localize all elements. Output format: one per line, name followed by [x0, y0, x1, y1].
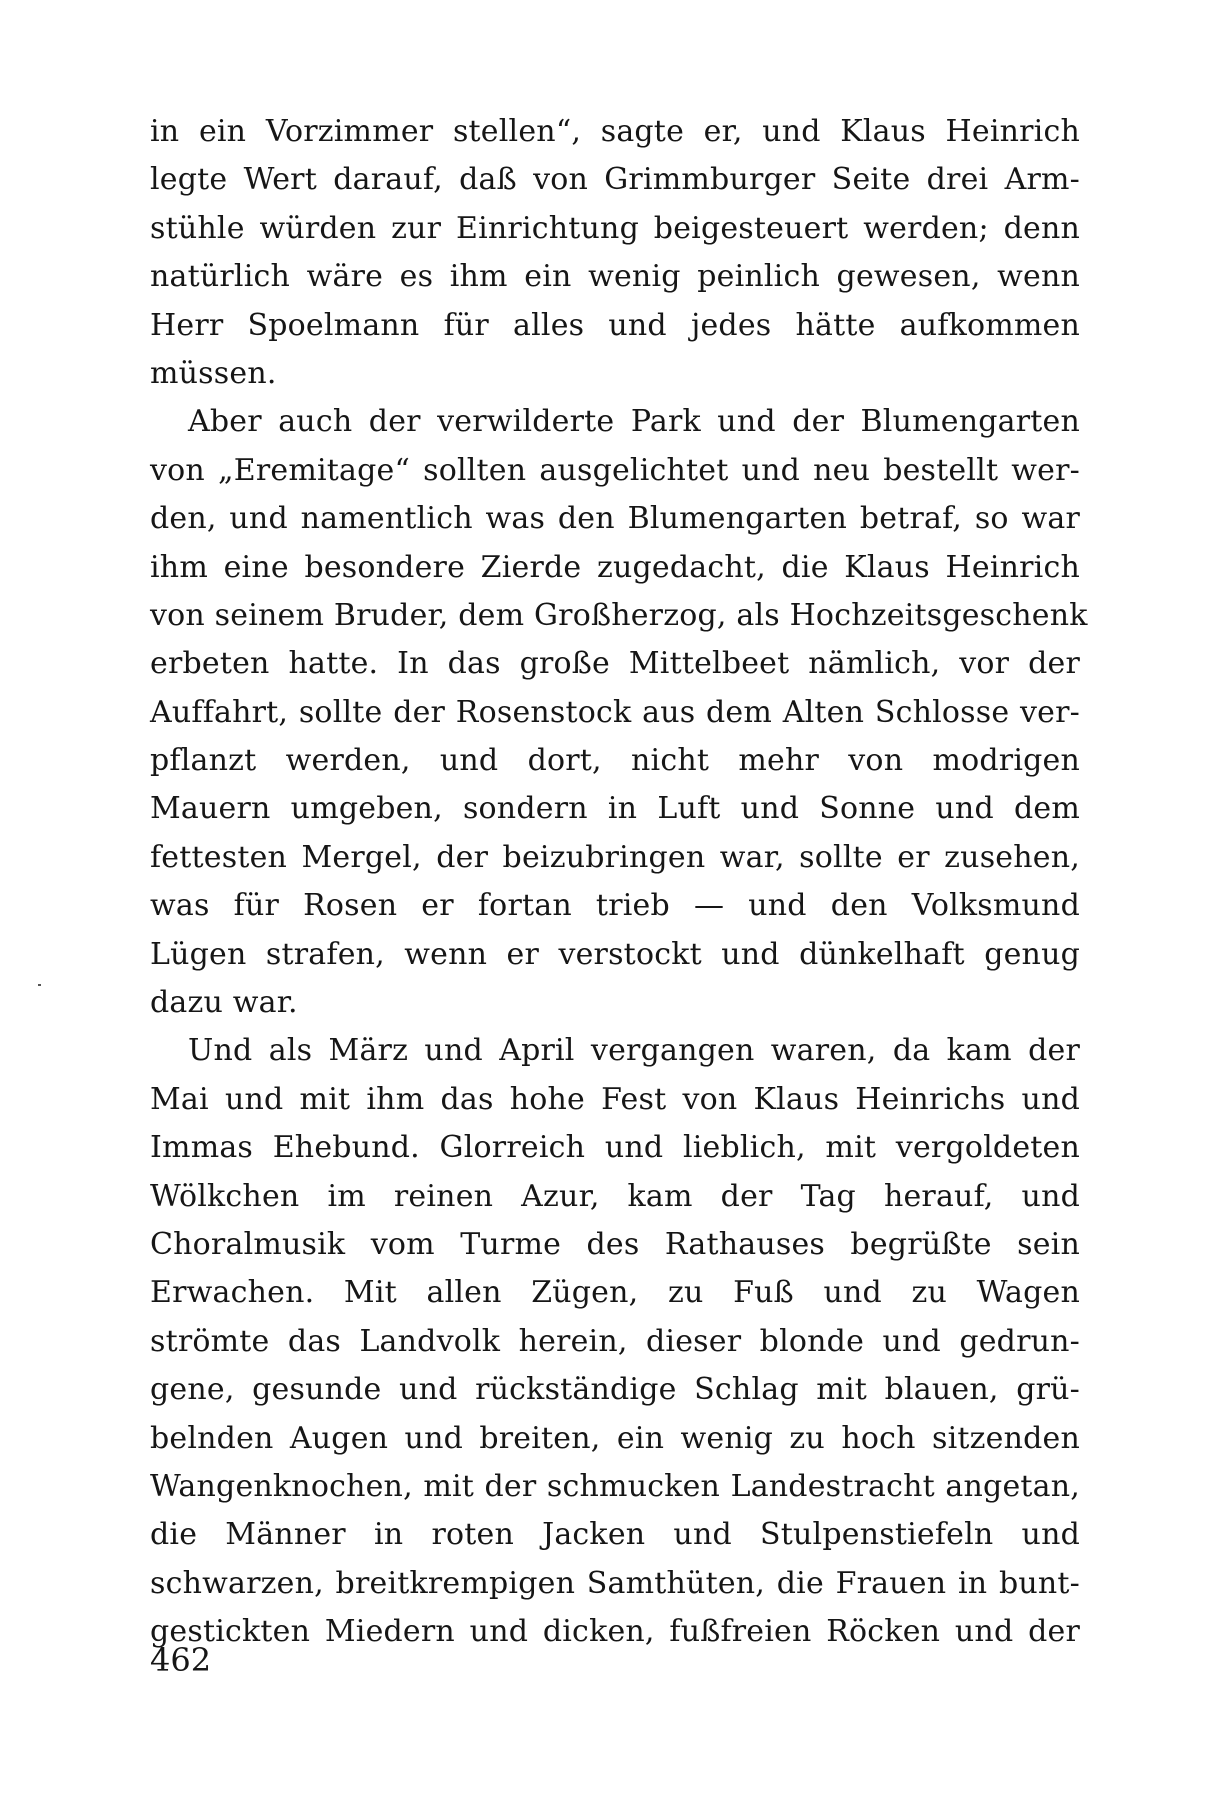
text-line: natürlich wäre es ihm ein wenig peinlich gewesen, wenn: [150, 259, 1080, 295]
text-line: pflanzt werden, und dort, nicht mehr von modrigen: [150, 743, 1080, 779]
body-text: [150, 108, 1088, 1657]
text-line: dazu war.: [150, 985, 298, 1021]
text-line: Mauern umgeben, sondern in Luft und Sonne und dem: [150, 791, 1080, 827]
paragraph-2: [150, 398, 1088, 1027]
text-line: was für Rosen er fortan trieb — und den Volksmund: [150, 888, 1080, 924]
text-line: Immas Ehebund. Glorreich und lieblich, mit vergoldeten: [150, 1130, 1080, 1166]
text-line: Choralmusik vom Turme des Rathauses begrüßte sein: [150, 1226, 1080, 1262]
text-line: ihm eine besondere Zierde zugedacht, die Klaus Heinrich: [150, 549, 1080, 585]
text-line: strömte das Landvolk herein, dieser blonde und gedrun-: [150, 1323, 1080, 1359]
text-line: stühle würden zur Einrichtung beigesteuert werden; denn: [150, 210, 1080, 246]
paragraph-3: [150, 1027, 1080, 1656]
text-line: müssen.: [150, 355, 277, 391]
text-line: belnden Augen und breiten, ein wenig zu hoch sitzenden: [150, 1420, 1080, 1456]
text-line: Lügen strafen, wenn er verstockt und dünkelhaft genug: [150, 936, 1080, 972]
text-line: in ein Vorzimmer stellen“, sagte er, und Klaus Heinrich: [150, 114, 1080, 149]
text-line: erbeten hatte. In das große Mittelbeet nämlich, vor der: [150, 646, 1080, 682]
print-speck: [38, 984, 41, 986]
text-line: legte Wert darauf, daß von Grimmburger Seite drei Arm-: [150, 162, 1080, 198]
text-line: gestickten Miedern und dicken, fußfreien Röcken und der: [150, 1614, 1080, 1650]
text-line: Herr Spoelmann für alles und jedes hätte aufkommen: [150, 307, 1080, 343]
paragraph-1: [150, 108, 1080, 398]
text-line: gene, gesunde und rückständige Schlag mit blauen, grü-: [150, 1372, 1080, 1408]
text-line: Wölkchen im reinen Azur, kam der Tag herauf, und: [150, 1178, 1080, 1214]
text-line: die Männer in roten Jacken und Stulpenstiefeln und: [150, 1517, 1080, 1553]
text-line: von „Eremitage“ sollten ausgelichtet und neu bestellt wer-: [150, 452, 1080, 488]
text-line: schwarzen, breitkrempigen Samthüten, die Frauen in bunt-: [150, 1565, 1080, 1601]
text-line: Aber auch der verwilderte Park und der Blumengarten: [188, 404, 1080, 440]
text-line: von seinem Bruder, dem Großherzog, als Hochzeitsgeschenk: [150, 597, 1088, 633]
text-line: fettesten Mergel, der beizubringen war, sollte er zusehen,: [150, 839, 1080, 875]
page-number: 462: [150, 1641, 212, 1679]
text-line: Und als März und April vergangen waren, da kam der: [188, 1033, 1080, 1069]
text-line: Auffahrt, sollte der Rosenstock aus dem Alten Schlosse ver-: [150, 694, 1080, 730]
text-line: Mai und mit ihm das hohe Fest von Klaus Heinrichs und: [150, 1081, 1080, 1117]
text-line: den, und namentlich was den Blumengarten betraf, so war: [150, 501, 1080, 537]
text-line: Wangenknochen, mit der schmucken Landestracht angetan,: [150, 1468, 1080, 1504]
text-line: Erwachen. Mit allen Zügen, zu Fuß und zu Wagen: [150, 1275, 1080, 1311]
